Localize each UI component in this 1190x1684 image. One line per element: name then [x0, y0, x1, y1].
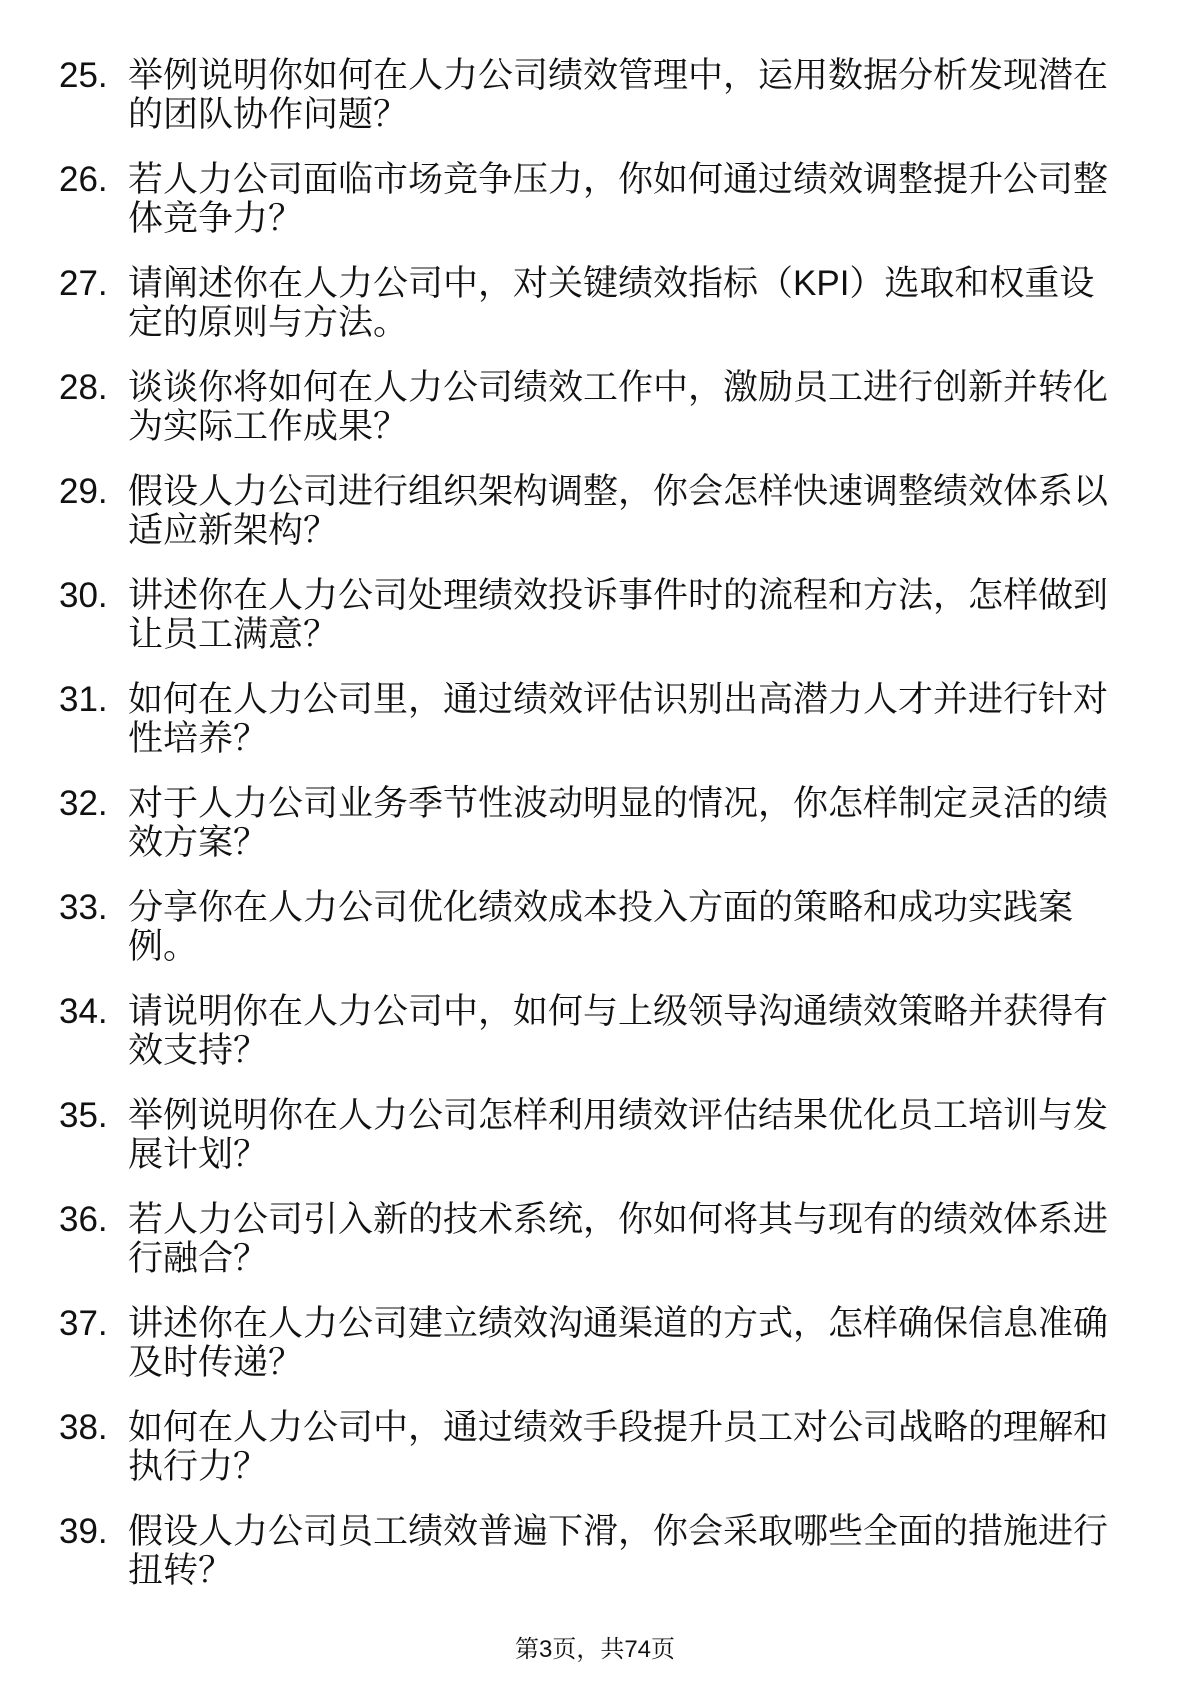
question-number: 30. — [59, 576, 108, 615]
question-number: 28. — [59, 368, 108, 407]
question-item — [0, 1096, 1190, 1174]
question-item — [0, 888, 1190, 966]
question-number: 36. — [59, 1200, 108, 1239]
question-number: 38. — [59, 1408, 108, 1447]
question-text: 谈谈你将如何在人力公司绩效工作中，激励员工进行创新并转化为实际工作成果？ — [128, 368, 1109, 446]
question-text: 讲述你在人力公司处理绩效投诉事件时的流程和方法，怎样做到让员工满意？ — [128, 576, 1109, 654]
question-item — [0, 160, 1190, 238]
question-item — [0, 1304, 1190, 1382]
question-item — [0, 1408, 1190, 1486]
question-item — [0, 680, 1190, 758]
question-item — [0, 264, 1190, 342]
question-text: 请阐述你在人力公司中，对关键绩效指标（KPI）选取和权重设定的原则与方法。 — [128, 264, 1095, 342]
question-number: 26. — [59, 160, 108, 199]
question-number: 35. — [59, 1096, 108, 1135]
question-item — [0, 1512, 1190, 1590]
question-text: 如何在人力公司中，通过绩效手段提升员工对公司战略的理解和执行力？ — [128, 1408, 1109, 1486]
question-list — [0, 56, 1190, 1616]
question-item — [0, 56, 1190, 134]
page-footer — [0, 1636, 1190, 1664]
question-text: 分享你在人力公司优化绩效成本投入方面的策略和成功实践案例。 — [128, 888, 1074, 966]
question-number: 29. — [59, 472, 108, 511]
question-number: 33. — [59, 888, 108, 927]
question-item — [0, 368, 1190, 446]
question-text: 假设人力公司进行组织架构调整，你会怎样快速调整绩效体系以适应新架构？ — [128, 472, 1109, 550]
question-text: 若人力公司面临市场竞争压力，你如何通过绩效调整提升公司整体竞争力？ — [128, 160, 1109, 238]
question-item — [0, 576, 1190, 654]
question-number: 31. — [59, 680, 108, 719]
question-number: 37. — [59, 1304, 108, 1343]
question-number: 32. — [59, 784, 108, 823]
question-text: 讲述你在人力公司建立绩效沟通渠道的方式，怎样确保信息准确及时传递？ — [128, 1304, 1109, 1382]
page-number-label: 第3页，共74页 — [514, 1636, 676, 1663]
question-number: 25. — [59, 56, 108, 95]
question-text: 举例说明你如何在人力公司绩效管理中，运用数据分析发现潜在的团队协作问题？ — [128, 56, 1109, 134]
question-item — [0, 992, 1190, 1070]
question-text: 如何在人力公司里，通过绩效评估识别出高潜力人才并进行针对性培养？ — [128, 680, 1109, 758]
question-item — [0, 784, 1190, 862]
question-text: 若人力公司引入新的技术系统，你如何将其与现有的绩效体系进行融合？ — [128, 1200, 1109, 1278]
question-number: 34. — [59, 992, 108, 1031]
question-text: 假设人力公司员工绩效普遍下滑，你会采取哪些全面的措施进行扭转？ — [128, 1512, 1109, 1590]
question-number: 39. — [59, 1512, 108, 1551]
question-text: 对于人力公司业务季节性波动明显的情况，你怎样制定灵活的绩效方案？ — [128, 784, 1109, 862]
question-number: 27. — [59, 264, 108, 303]
question-item — [0, 1200, 1190, 1278]
question-text: 举例说明你在人力公司怎样利用绩效评估结果优化员工培训与发展计划？ — [128, 1096, 1109, 1174]
question-item — [0, 472, 1190, 550]
question-text: 请说明你在人力公司中，如何与上级领导沟通绩效策略并获得有效支持？ — [128, 992, 1109, 1070]
